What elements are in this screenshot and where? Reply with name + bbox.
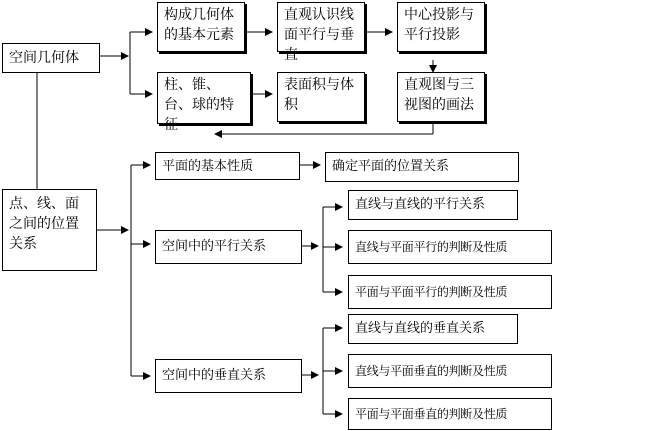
node-line-line-perp: 直线与直线的垂直关系: [348, 314, 518, 344]
node-perp-space: 空间中的垂直关系: [155, 359, 302, 393]
node-pld: 点、线、面之间的位置关系: [2, 189, 97, 271]
node-plane-plane-perp: 平面与平面垂直的判断及性质: [348, 398, 552, 430]
node-elements: 构成几何体的基本元素: [157, 2, 245, 52]
node-plane-position: 确定平面的位置关系: [325, 152, 519, 182]
node-line-line-parallel: 直线与直线的平行关系: [348, 190, 518, 220]
node-solid: 空间几何体: [2, 43, 100, 73]
node-features: 柱、锥、台、球的特征: [157, 72, 251, 124]
node-parallel-perp: 直观认识线面平行与垂直: [277, 2, 365, 52]
node-parallel-space: 空间中的平行关系: [155, 230, 302, 264]
node-projection: 中心投影与平行投影: [397, 2, 485, 52]
node-plane-plane-parallel: 平面与平面平行的判断及性质: [348, 275, 552, 309]
node-area-volume: 表面积与体积: [277, 72, 365, 122]
node-plane-basic: 平面的基本性质: [155, 152, 300, 180]
node-line-plane-perp: 直线与平面垂直的判断及性质: [348, 354, 552, 388]
node-views: 直观图与三视图的画法: [397, 72, 485, 122]
node-line-plane-parallel: 直线与平面平行的判断及性质: [348, 230, 552, 264]
